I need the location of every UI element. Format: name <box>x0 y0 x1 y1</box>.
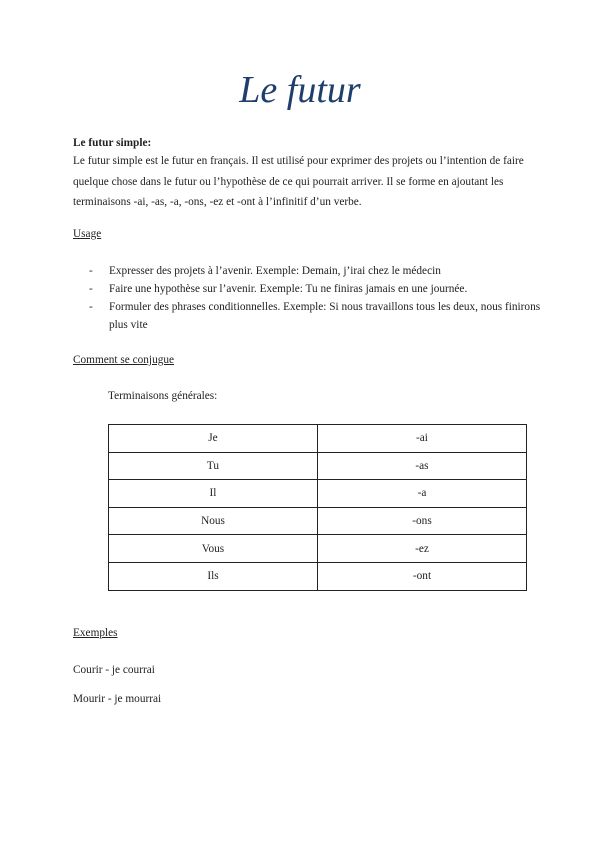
table-row <box>109 562 527 590</box>
table-row <box>109 535 527 563</box>
examples-heading: Exemples <box>73 627 118 639</box>
ending-cell: -a <box>318 480 527 508</box>
page-title: Le futur <box>239 69 361 111</box>
intro-paragraph: Le futur simple est le futur en français. Il est utilisé pour exprimer des projets ou l’intention de faire quelque chose dans le futur ou l’hypothèse de ce qui pourrait arriver. Il se forme en ajoutant les terminaisons -ai, -as, -a, -ons, -ez et -ont à l’infinitif d’un verbe. <box>73 155 524 208</box>
endings-label: Terminaisons générales: <box>108 390 218 402</box>
example-item: Courir - je courrai <box>73 664 155 676</box>
list-item: - Faire une hypothèse sur l’avenir. Exemple: Tu ne finiras jamais en une journée. <box>73 280 543 298</box>
ending-cell: -ons <box>318 507 527 535</box>
ending-cell: -ez <box>318 535 527 563</box>
pronoun-cell: Je <box>109 425 318 453</box>
example-item: Mourir - je mourrai <box>73 693 162 705</box>
pronoun-cell: Tu <box>109 452 318 480</box>
list-item: - Expresser des projets à l’avenir. Exemple: Demain, j’irai chez le médecin <box>73 262 543 280</box>
table-row <box>109 480 527 508</box>
ending-cell: -ai <box>318 425 527 453</box>
table-row <box>109 452 527 480</box>
usage-list <box>73 262 543 334</box>
conjugation-heading: Comment se conjugue <box>73 354 175 366</box>
table-row <box>109 507 527 535</box>
pronoun-cell: Il <box>109 480 318 508</box>
table-row <box>109 425 527 453</box>
pronoun-cell: Vous <box>109 535 318 563</box>
pronoun-cell: Nous <box>109 507 318 535</box>
ending-cell: -as <box>318 452 527 480</box>
usage-heading: Usage <box>73 228 102 240</box>
section-heading: Le futur simple: <box>73 137 152 149</box>
ending-cell: -ont <box>318 562 527 590</box>
list-item: - Formuler des phrases conditionnelles. Exemple: Si nous travaillons tous les deux, nous finirons plus vite <box>73 298 543 334</box>
pronoun-cell: Ils <box>109 562 318 590</box>
endings-table <box>108 424 527 591</box>
